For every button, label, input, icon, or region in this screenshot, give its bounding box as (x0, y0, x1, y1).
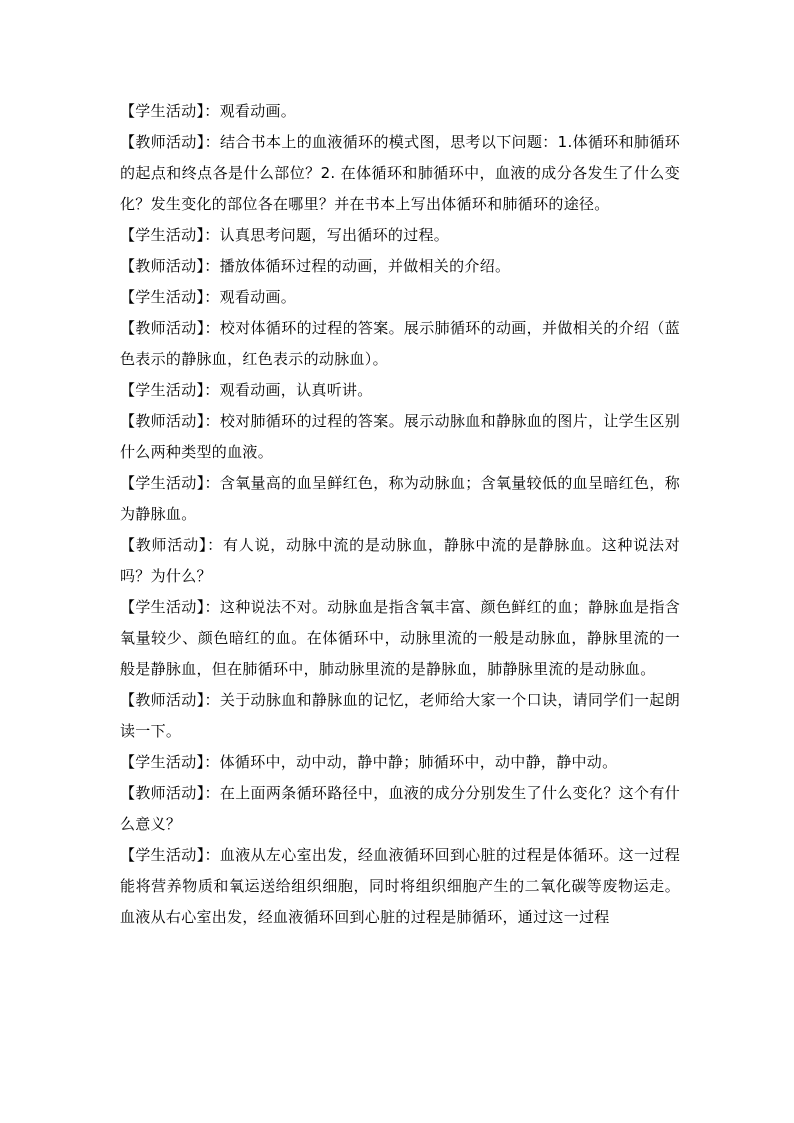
paragraph-student-activity: 【学生活动】：体循环中，动中动，静中静；肺循环中，动中静，静中动。 (120, 753, 618, 771)
paragraph-student-activity: 【学生活动】：这种说法不对。动脉血是指含氧丰富、颜色鲜红的血；静脉血是指含氧量较少、颜色暗红的血。在体循环中，动脉里流的一般是动脉血，静脉里流的一般是静脉血，但在肺循环中，肺动脉里流的是静脉血，肺静脉里流的是动脉血。 (120, 598, 680, 678)
paragraph-student-activity: 【学生活动】：含氧量高的血呈鲜红色，称为动脉血；含氧量较低的血呈暗红色，称为静脉血。 (120, 474, 680, 523)
paragraph-student-activity: 【学生活动】：血液从左心室出发，经血液循环回到心脏的过程是体循环。这一过程能将营养物质和氧运送给组织细胞，同时将组织细胞产生的二氧化碳等废物运走。血液从右心室出发，经血液循环回到心脏的过程是肺循环，通过这一过程 (120, 846, 680, 926)
paragraph-student-activity: 【学生活动】：观看动画。 (120, 102, 297, 120)
paragraph-teacher-activity: 【教师活动】：播放体循环过程的动画，并做相关的介绍。 (120, 257, 511, 275)
paragraph-teacher-activity: 【教师活动】：有人说，动脉中流的是动脉血，静脉中流的是静脉血。这种说法对吗？为什么？ (120, 536, 680, 585)
paragraph-teacher-activity: 【教师活动】：关于动脉血和静脉血的记忆，老师给大家一个口诀，请同学们一起朗读一下。 (120, 691, 680, 740)
paragraph-teacher-activity: 【教师活动】：校对体循环的过程的答案。展示肺循环的动画，并做相关的介绍（蓝色表示的静脉血，红色表示的动脉血）。 (120, 319, 680, 368)
paragraph-student-activity: 【学生活动】：观看动画。 (120, 288, 297, 306)
paragraph-teacher-activity: 【教师活动】：在上面两条循环路径中，血液的成分分别发生了什么变化？这个有什么意义？ (120, 784, 680, 833)
document-body (120, 96, 680, 933)
paragraph-teacher-activity: 【教师活动】：结合书本上的血液循环的模式图，思考以下问题：1.体循环和肺循环的起点和终点各是什么部位？2. 在体循环和肺循环中，血液的成分各发生了什么变化？发生变化的部位各在哪里？并在书本上写出体循环和肺循环的途径。 (120, 133, 680, 213)
paragraph-teacher-activity: 【教师活动】：校对肺循环的过程的答案。展示动脉血和静脉血的图片，让学生区别什么两种类型的血液。 (120, 412, 680, 461)
paragraph-student-activity: 【学生活动】：观看动画，认真听讲。 (120, 381, 373, 399)
paragraph-student-activity: 【学生活动】：认真思考问题，写出循环的过程。 (120, 226, 450, 244)
